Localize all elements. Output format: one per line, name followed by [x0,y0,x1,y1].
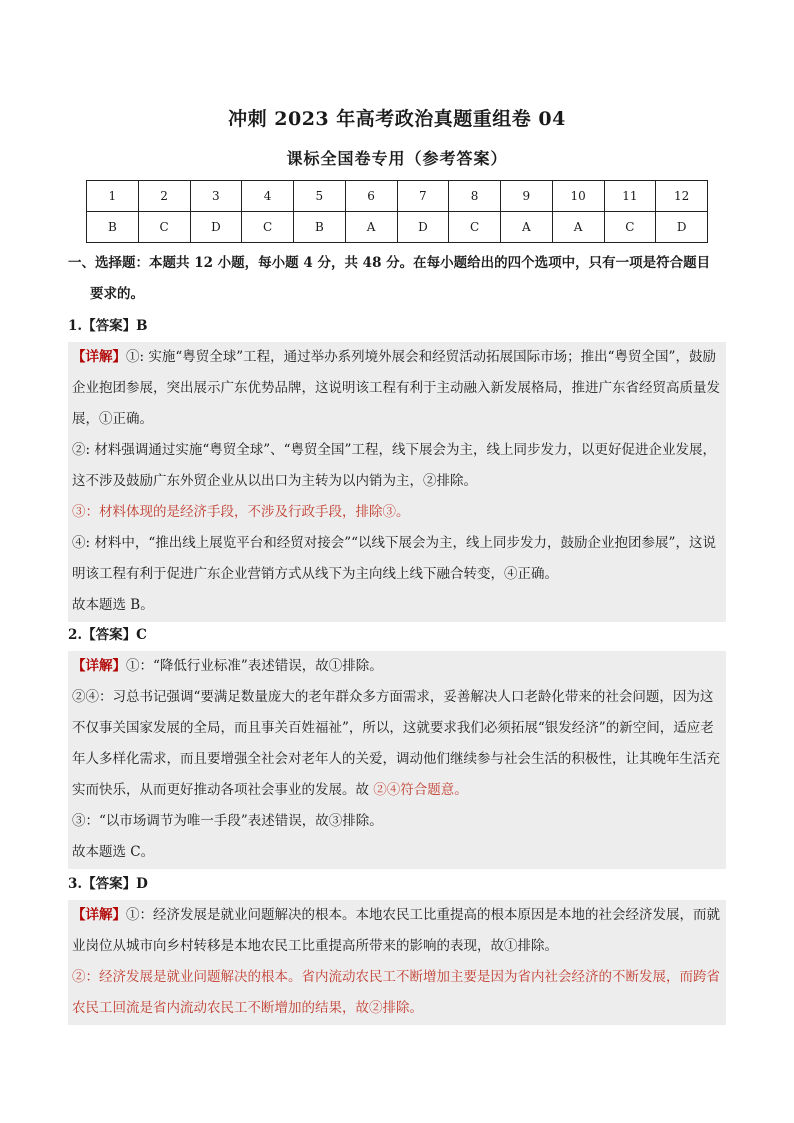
detail-block [68,900,726,1025]
detail-conclusion: 故本题选 B。 [72,597,154,613]
detail-tag: 【详解】 [72,658,126,674]
answer-label: 2.【答案】C [68,627,147,643]
table-cell-answer: C [449,212,501,243]
detail-paragraph: ③：“以市场调节为唯一手段”表述错误，故③排除。 [72,813,383,829]
table-cell-number: 11 [604,181,656,212]
answer-label: 3.【答案】D [68,876,148,892]
table-cell-number: 2 [138,181,190,212]
answer-table-number-row [87,181,708,212]
detail-paragraph: ②：经济发展是就业问题解决的根本。省内流动农民工不断增加主要是因为省内社会经济的不断发展，而跨省农民工回流是省内流动农民工不断增加的结果，故②排除。 [72,969,720,1016]
section-instruction [68,248,726,310]
table-cell-number: 5 [294,181,346,212]
detail-text-highlight: ②④符合题意。 [373,782,468,798]
table-cell-answer: D [397,212,449,243]
detail-paragraph: ③：材料体现的是经济手段，不涉及行政手段，排除③。 [72,504,410,520]
table-cell-number: 12 [656,181,708,212]
detail-paragraph [72,682,724,806]
detail-text: ②④：习总书记强调“要满足数量庞大的老年群众多方面需求，妥善解决人口老龄化带来的社会问题，因为这不仅事关国家发展的全局，而且事关百姓福祉”，所以，这就要求我们必须拓展“银发经济”的新空间，适应老年人多样化需求，而且要增强全社会对老年人的关爱，调动他们继续参与社会生活的积极性，让其晚年生活充实而快乐，从而更好推动各项社会事业的发展。故 [72,689,720,798]
detail-paragraph: ②: 材料强调通过实施“粤贸全球”、“粤贸全国”工程，线下展会为主，线上同步发力，以更好促进企业发展，这不涉及鼓励广东外贸企业从以出口为主转为以内销为主，②排除。 [72,442,716,489]
detail-text: ①：“降低行业标准”表述错误，故①排除。 [126,658,383,674]
table-cell-answer: C [138,212,190,243]
table-cell-number: 9 [501,181,553,212]
table-cell-number: 3 [190,181,242,212]
detail-block [68,342,726,622]
table-cell-number: 8 [449,181,501,212]
table-cell-answer: C [604,212,656,243]
detail-text: ①: 实施“粤贸全球”工程，通过举办系列境外展会和经贸活动拓展国际市场；推出“粤贸全国”，鼓励企业抱团参展，突出展示广东优势品牌，这说明该工程有利于主动融入新发展格局，推进广东省经贸高质量发展，①正确。 [72,349,720,427]
detail-tag: 【详解】 [72,907,126,923]
table-cell-answer: D [656,212,708,243]
answer-table-answer-row [87,212,708,243]
table-cell-answer: A [552,212,604,243]
table-cell-number: 1 [87,181,139,212]
table-cell-answer: B [87,212,139,243]
detail-conclusion: 故本题选 C。 [72,844,155,860]
page-title: 冲刺 2023 年高考政治真题重组卷 04 [228,108,566,130]
instruction-line: 一、选择题：本题共 12 小题，每小题 4 分，共 48 分。在每小题给出的四个选项中，只有一项是符合题目 [68,255,711,271]
detail-tag: 【详解】 [72,349,126,365]
table-cell-answer: A [345,212,397,243]
detail-paragraph [72,342,724,435]
table-cell-number: 4 [242,181,294,212]
detail-block [68,651,726,869]
table-cell-answer: C [242,212,294,243]
table-cell-number: 10 [552,181,604,212]
detail-paragraph: ④: 材料中，“推出线上展览平台和经贸对接会”“以线下展会为主，线上同步发力，鼓励企业抱团参展”，这说明该工程有利于促进广东企业营销方式从线下为主向线上线下融合转变，④正确。 [72,535,716,582]
instruction-line: 要求的。 [90,286,144,302]
detail-text: ①：经济发展是就业问题解决的根本。本地农民工比重提高的根本原因是本地的社会经济发展，而就业岗位从城市向乡村转移是本地农民工比重提高所带来的影响的表现，故①排除。 [72,907,720,954]
page-subtitle: 课标全国卷专用（参考答案） [286,149,508,168]
table-cell-number: 6 [345,181,397,212]
answer-table [86,180,708,243]
table-cell-number: 7 [397,181,449,212]
table-cell-answer: A [501,212,553,243]
answer-label: 1.【答案】B [68,318,148,334]
detail-paragraph [72,900,724,962]
table-cell-answer: B [294,212,346,243]
detail-paragraph [72,651,724,682]
table-cell-answer: D [190,212,242,243]
